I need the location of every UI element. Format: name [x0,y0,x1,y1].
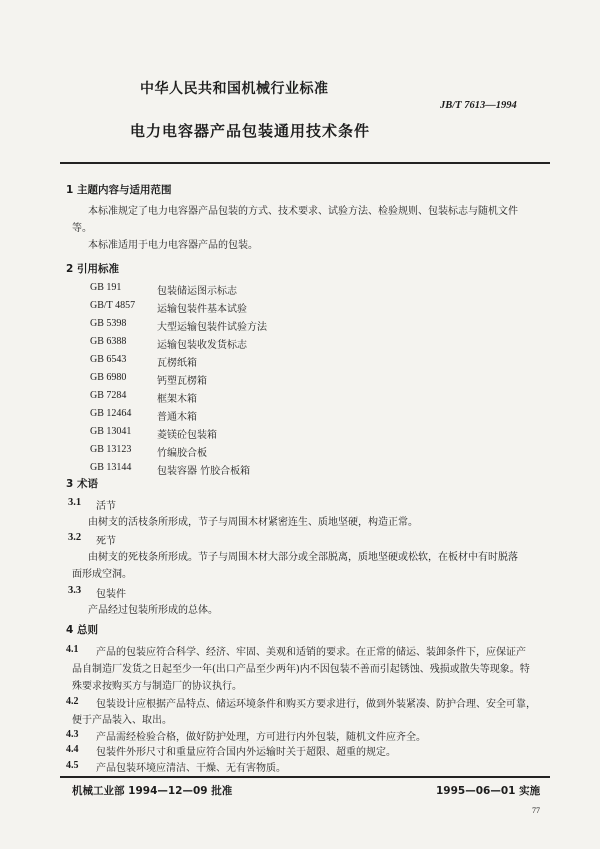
reference-code: GB 13144 [90,462,132,473]
reference-title: 包装容器 竹胶合板箱 [157,466,251,477]
clause-4-3-text: 产品需经检验合格，做好防护处理，方可进行内外包装，随机文件应齐全。 [96,732,426,743]
reference-code: GB 12464 [90,408,132,419]
section-1-paragraph-1-line-1: 本标准规定了电力电容器产品包装的方式、技术要求、试验方法、检验规则、包装标志与随机文件 [88,206,518,217]
reference-code: GB 13041 [90,426,132,437]
reference-title: 大型运输包装件试验方法 [157,322,267,333]
document-title: 电力电容器产品包装通用技术条件 [130,122,371,140]
reference-title: 瓦楞纸箱 [157,358,197,369]
section-1-paragraph-2: 本标准适用于电力电容器产品的包装。 [88,240,258,251]
section-3-heading: 3 术语 [66,478,98,490]
term-3-2-definition-line-1: 由树支的死枝条所形成。节子与周围木材大部分或全部脱离，质地坚硬或松软，在板材中有时脱落 [88,552,518,563]
clause-4-2-line-1: 包装设计应根据产品特点、储运环境条件和购买方要求进行，做到外装紧凑、防护合理、安全可靠， [96,699,536,710]
clause-4-1-line-2: 品自制造厂发货之日起至少一年(出口产品至少两年)内不因包装不善而引起锈蚀、残损或散失等现象。特 [72,664,530,675]
reference-code: GB 13123 [90,444,132,455]
implementation-date: 1995—06—01 实施 [436,785,541,797]
reference-code: GB 6543 [90,354,127,365]
reference-code: GB 191 [90,282,122,293]
section-2-heading: 2 引用标准 [66,263,119,275]
header-divider [60,162,550,164]
reference-title: 框架木箱 [157,394,197,405]
section-4-heading: 4 总则 [66,624,98,636]
approval-date: 机械工业部 1994—12—09 批准 [72,785,233,797]
term-3-3-title: 包装件 [96,589,126,600]
reference-code: GB 7284 [90,390,127,401]
section-1-heading: 1 主题内容与适用范围 [66,184,172,196]
clause-4-1-line-3: 殊要求按购买方与制造厂的协议执行。 [72,681,242,692]
reference-title: 包装储运图示标志 [157,286,237,297]
term-3-2-definition-line-2: 面形成空洞。 [72,569,132,580]
term-3-2-title: 死节 [96,536,116,547]
term-3-3-number: 3.3 [68,585,82,596]
reference-title: 运输包装收发货标志 [157,340,247,351]
reference-title: 菱镁砼包装箱 [157,430,217,441]
reference-title: 竹编胶合板 [157,448,207,459]
clause-4-4-text: 包装件外形尺寸和重量应符合国内外运输时关于超限、超重的规定。 [96,747,396,758]
standard-number: JB/T 7613—1994 [440,100,517,111]
reference-title: 普通木箱 [157,412,197,423]
term-3-1-title: 活节 [96,501,116,512]
reference-code: GB 6980 [90,372,127,383]
reference-code: GB 6388 [90,336,127,347]
term-3-1-definition: 由树支的活枝条所形成，节子与周围木材紧密连生、质地坚硬，构造正常。 [88,517,418,528]
clause-4-1-line-1: 产品的包装应符合科学、经济、牢固、美观和适销的要求。在正常的储运、装卸条件下，应保证产 [96,647,526,658]
reference-code: GB/T 4857 [90,300,136,311]
term-3-1-number: 3.1 [68,497,82,508]
term-3-3-definition: 产品经过包装所形成的总体。 [88,605,218,616]
term-3-2-number: 3.2 [68,532,82,543]
clause-4-5-text: 产品包装环境应清洁、干燥、无有害物质。 [96,763,286,774]
clause-4-2-line-2: 便于产品装入、取出。 [72,715,172,726]
clause-4-1-number: 4.1 [66,644,79,655]
reference-title: 运输包装件基本试验 [157,304,247,315]
reference-code: GB 5398 [90,318,127,329]
clause-4-4-number: 4.4 [66,744,79,755]
clause-4-5-number: 4.5 [66,760,79,771]
reference-title: 钙塑瓦楞箱 [157,376,207,387]
clause-4-2-number: 4.2 [66,696,79,707]
issuing-organization: 中华人民共和国机械行业标准 [140,81,329,97]
clause-4-3-number: 4.3 [66,729,79,740]
page-number: 77 [532,806,540,815]
section-1-paragraph-1-line-2: 等。 [72,223,92,234]
